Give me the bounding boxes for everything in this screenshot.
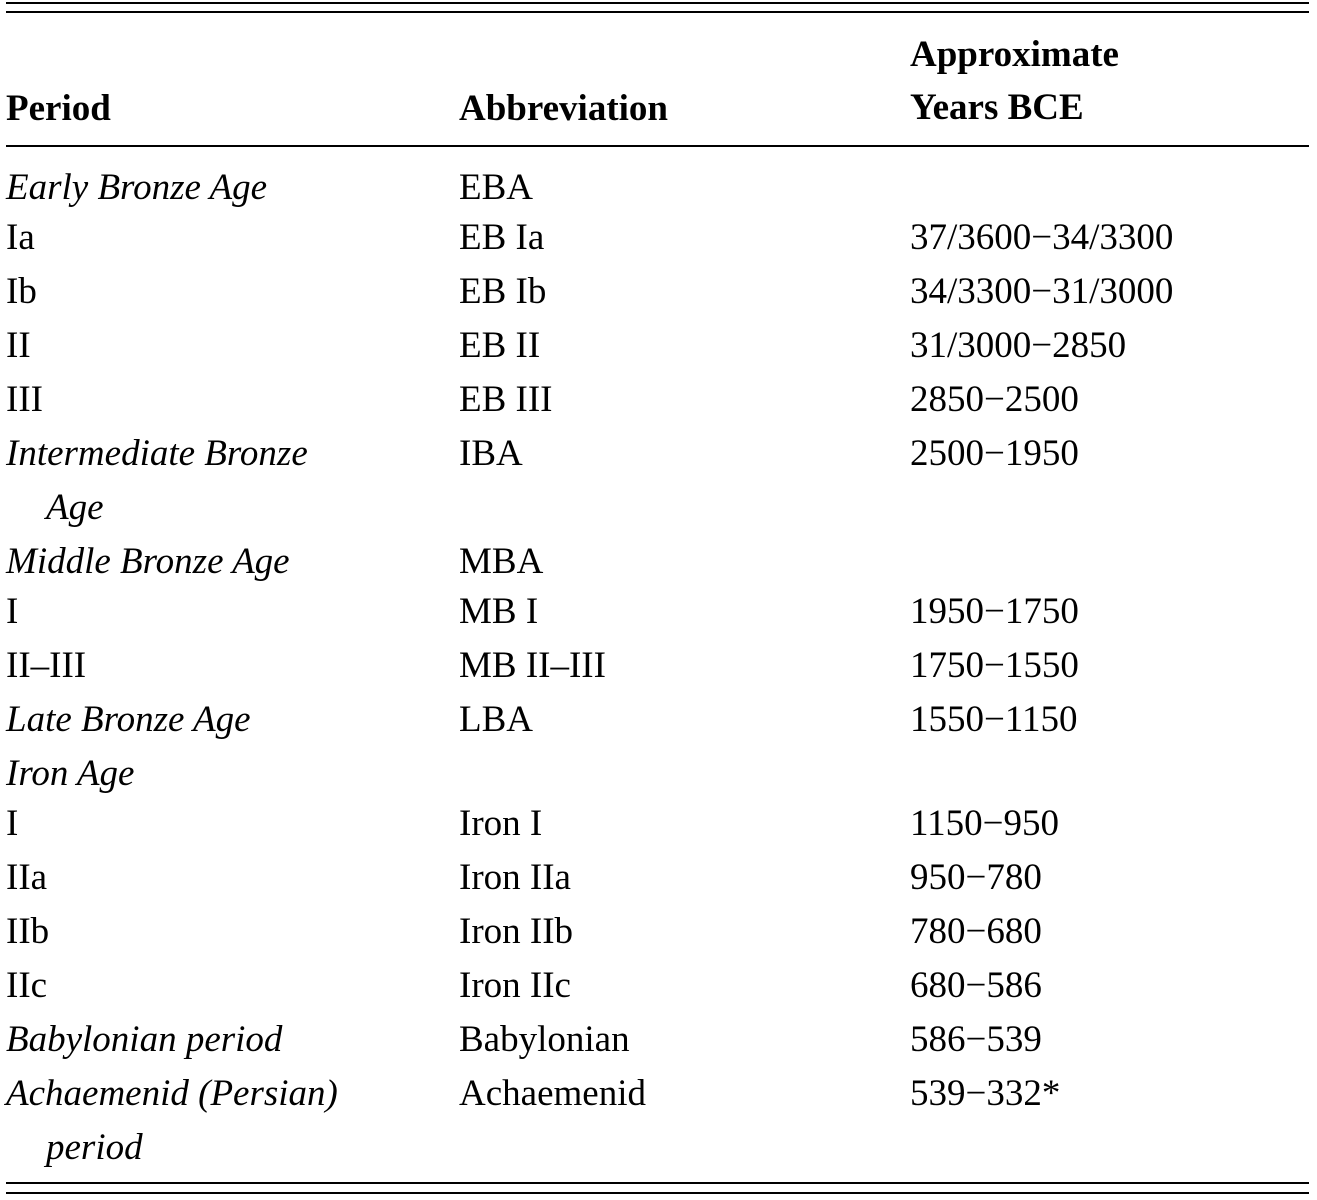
abbreviation-cell: LBA xyxy=(459,699,533,740)
abbreviation-cell: EB III xyxy=(459,379,553,420)
abbreviation-cell: Achaemenid xyxy=(459,1073,646,1114)
table-bottom-rule-inner xyxy=(6,1182,1309,1184)
period-cell: IIb xyxy=(6,911,50,952)
abbreviation-cell: EB II xyxy=(459,325,541,366)
abbreviation-cell: EBA xyxy=(459,167,533,208)
period-cell: Middle Bronze Age xyxy=(6,541,290,582)
period-cell: I xyxy=(6,591,19,632)
years-cell: 780−680 xyxy=(910,911,1042,952)
period-cell-line1: Intermediate Bronze xyxy=(6,433,308,474)
table-bottom-rule-outer xyxy=(6,1192,1309,1194)
abbreviation-cell: Iron IIa xyxy=(459,857,571,898)
header-years xyxy=(910,28,1119,134)
abbreviation-cell: Iron I xyxy=(459,803,543,844)
abbreviation-cell: MB II–III xyxy=(459,645,606,686)
abbreviation-cell: Babylonian xyxy=(459,1019,630,1060)
period-cell: Ia xyxy=(6,217,35,258)
period-cell xyxy=(6,1067,338,1175)
abbreviation-cell: IBA xyxy=(459,433,523,474)
period-cell: Ib xyxy=(6,271,37,312)
years-cell: 1550−1150 xyxy=(910,699,1078,740)
abbreviation-cell: Iron IIc xyxy=(459,965,571,1006)
years-cell: 2500−1950 xyxy=(910,433,1079,474)
years-cell: 950−780 xyxy=(910,857,1042,898)
period-cell: Early Bronze Age xyxy=(6,167,268,208)
years-cell: 1950−1750 xyxy=(910,591,1079,632)
period-cell: Babylonian period xyxy=(6,1019,283,1060)
period-cell: Iron Age xyxy=(6,753,135,794)
years-cell: 539−332* xyxy=(910,1073,1061,1114)
period-cell: II xyxy=(6,325,31,366)
header-years-line2: Years BCE xyxy=(910,87,1084,128)
years-cell: 2850−2500 xyxy=(910,379,1079,420)
period-cell-line2: Age xyxy=(46,487,104,528)
abbreviation-cell: EB Ib xyxy=(459,271,547,312)
header-period: Period xyxy=(6,88,111,129)
period-cell: IIa xyxy=(6,857,48,898)
years-cell: 1150−950 xyxy=(910,803,1059,844)
years-cell: 34/3300−31/3000 xyxy=(910,271,1174,312)
abbreviation-cell: Iron IIb xyxy=(459,911,574,952)
abbreviation-cell: MB I xyxy=(459,591,539,632)
period-cell-line2: period xyxy=(46,1127,143,1168)
table-top-rule-outer xyxy=(6,2,1309,4)
years-cell: 31/3000−2850 xyxy=(910,325,1127,366)
years-cell: 1750−1550 xyxy=(910,645,1079,686)
table-top-rule-inner xyxy=(6,11,1309,13)
years-cell: 680−586 xyxy=(910,965,1042,1006)
period-cell: III xyxy=(6,379,43,420)
header-years-line1: Approximate xyxy=(910,34,1119,75)
period-cell-line1: Achaemenid (Persian) xyxy=(6,1073,338,1114)
header-abbreviation: Abbreviation xyxy=(459,88,669,129)
header-rule xyxy=(6,145,1309,147)
years-cell: 37/3600−34/3300 xyxy=(910,217,1174,258)
abbreviation-cell: MBA xyxy=(459,541,544,582)
period-cell: Late Bronze Age xyxy=(6,699,251,740)
period-cell: IIc xyxy=(6,965,48,1006)
period-cell: I xyxy=(6,803,19,844)
abbreviation-cell: EB Ia xyxy=(459,217,545,258)
period-cell: II–III xyxy=(6,645,87,686)
years-cell: 586−539 xyxy=(910,1019,1042,1060)
period-cell xyxy=(6,427,308,535)
